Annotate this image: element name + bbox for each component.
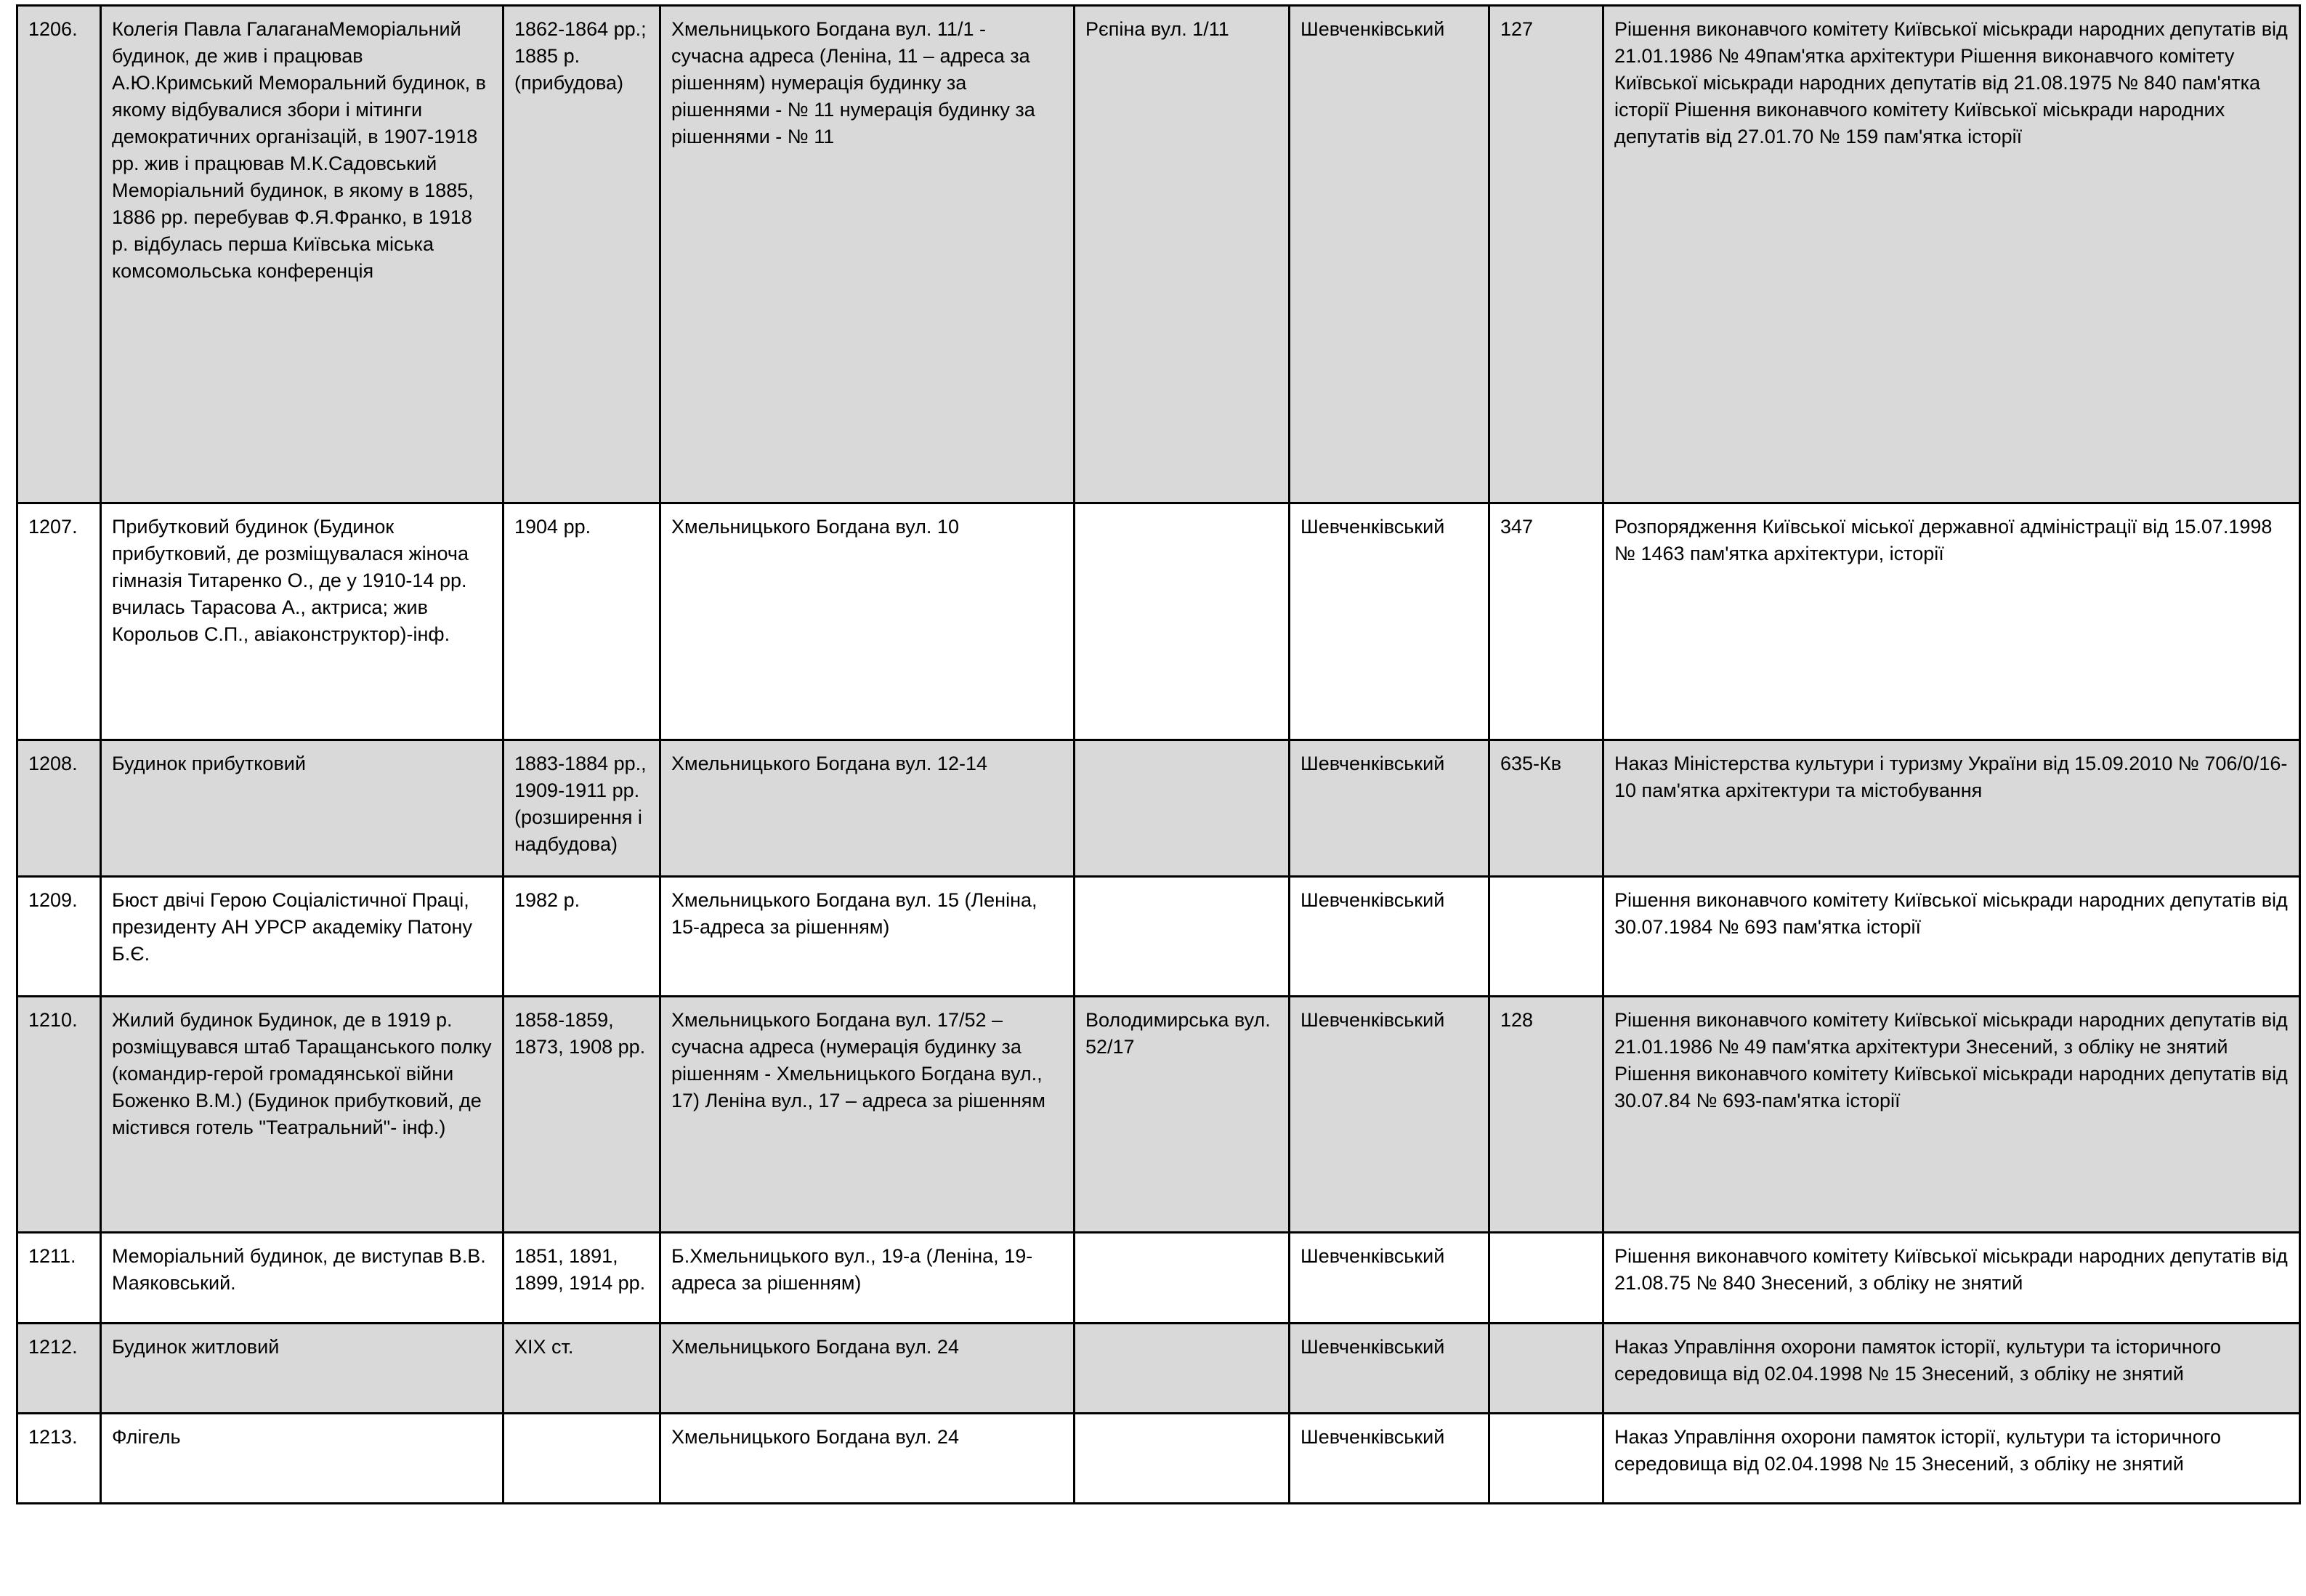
district: Шевченківський bbox=[1290, 6, 1489, 503]
dating: 1904 рр. bbox=[503, 503, 660, 740]
monument-name: Будинок прибутковий bbox=[101, 740, 503, 877]
alternate-address bbox=[1075, 1233, 1290, 1324]
dating: 1858-1859, 1873, 1908 рр. bbox=[503, 997, 660, 1233]
monument-name: Флігель bbox=[101, 1414, 503, 1504]
dating: 1883-1884 рр., 1909-1911 рр. (розширення і надбудова) bbox=[503, 740, 660, 877]
table-row bbox=[17, 877, 2300, 997]
row-number: 1212. bbox=[17, 1324, 101, 1414]
row-number: 1213. bbox=[17, 1414, 101, 1504]
table-row bbox=[17, 1233, 2300, 1324]
district: Шевченківський bbox=[1290, 1324, 1489, 1414]
alternate-address bbox=[1075, 740, 1290, 877]
legal-document: Рішення виконавчого комітету Київської міськради народних депутатів від 21.01.1986 № 49пам'ятка архітектури Рішення виконавчого комітету Київської міськради народних депутатів від 21.08.1975 № 840 пам'ятка історії Рішення виконавчого комітету Київської міськради народних депутатів від 27.01.70 № 159 пам'ятка історії bbox=[1603, 6, 2300, 503]
protection-code: 127 bbox=[1489, 6, 1603, 503]
protection-code bbox=[1489, 877, 1603, 997]
address: Хмельницького Богдана вул. 17/52 – сучасна адреса (нумерація будинку за рішенням - Хмельницького Богдана вул., 17) Леніна вул., 17 – адреса за рішенням bbox=[660, 997, 1075, 1233]
protection-code bbox=[1489, 1233, 1603, 1324]
dating: ХІХ ст. bbox=[503, 1324, 660, 1414]
district: Шевченківський bbox=[1290, 1414, 1489, 1504]
address: Хмельницького Богдана вул. 24 bbox=[660, 1324, 1075, 1414]
dating: 1851, 1891, 1899, 1914 рр. bbox=[503, 1233, 660, 1324]
table-row bbox=[17, 740, 2300, 877]
monument-name: Жилий будинок Будинок, де в 1919 р. розміщувався штаб Таращанського полку (командир-герой громадянської війни Боженко В.М.) (Будинок прибутковий, де містився готель "Театральний"- інф.) bbox=[101, 997, 503, 1233]
legal-document: Наказ Управління охорони памяток історії, культури та історичного середовища від 02.04.1998 № 15 Знесений, з обліку не знятий bbox=[1603, 1414, 2300, 1504]
protection-code bbox=[1489, 1324, 1603, 1414]
monument-name: Будинок житловий bbox=[101, 1324, 503, 1414]
row-number: 1211. bbox=[17, 1233, 101, 1324]
monument-name: Бюст двічі Герою Соціалістичної Праці, президенту АН УРСР академіку Патону Б.Є. bbox=[101, 877, 503, 997]
monument-name: Колегія Павла ГалаганаМеморіальний будинок, де жив і працював А.Ю.Кримський Меморальний будинок, в якому відбувалися збори і мітинги демократичних організацій, в 1907-1918 рр. жив і працював М.К.Садовський Меморіальний будинок, в якому в 1885, 1886 рр. перебував Ф.Я.Франко, в 1918 р. відбулась перша Київська міська комсомольська конференція bbox=[101, 6, 503, 503]
dating: 1982 р. bbox=[503, 877, 660, 997]
row-number: 1208. bbox=[17, 740, 101, 877]
dating: 1862-1864 рр.; 1885 р. (прибудова) bbox=[503, 6, 660, 503]
table-row bbox=[17, 1414, 2300, 1504]
dating bbox=[503, 1414, 660, 1504]
table-row bbox=[17, 6, 2300, 503]
address: Хмельницького Богдана вул. 11/1 - сучасна адреса (Леніна, 11 – адреса за рішенням) нумерація будинку за рішеннями - № 11 нумерація будинку за рішеннями - № 11 bbox=[660, 6, 1075, 503]
legal-document: Наказ Управління охорони памяток історії, культури та історичного середовища від 02.04.1998 № 15 Знесений, з обліку не знятий bbox=[1603, 1324, 2300, 1414]
district: Шевченківський bbox=[1290, 503, 1489, 740]
district: Шевченківський bbox=[1290, 740, 1489, 877]
address: Хмельницького Богдана вул. 24 bbox=[660, 1414, 1075, 1504]
district: Шевченківський bbox=[1290, 1233, 1489, 1324]
address: Хмельницького Богдана вул. 15 (Леніна, 15-адреса за рішенням) bbox=[660, 877, 1075, 997]
table-row bbox=[17, 503, 2300, 740]
district: Шевченківський bbox=[1290, 877, 1489, 997]
alternate-address bbox=[1075, 503, 1290, 740]
address: Хмельницького Богдана вул. 10 bbox=[660, 503, 1075, 740]
row-number: 1210. bbox=[17, 997, 101, 1233]
alternate-address bbox=[1075, 1324, 1290, 1414]
row-number: 1209. bbox=[17, 877, 101, 997]
alternate-address: Рєпіна вул. 1/11 bbox=[1075, 6, 1290, 503]
row-number: 1206. bbox=[17, 6, 101, 503]
alternate-address bbox=[1075, 877, 1290, 997]
alternate-address: Володимирська вул. 52/17 bbox=[1075, 997, 1290, 1233]
address: Хмельницького Богдана вул. 12-14 bbox=[660, 740, 1075, 877]
legal-document: Наказ Міністерства культури і туризму України від 15.09.2010 № 706/0/16-10 пам'ятка архітектури та містобування bbox=[1603, 740, 2300, 877]
monument-name: Меморіальний будинок, де виступав В.В. Маяковський. bbox=[101, 1233, 503, 1324]
district: Шевченківський bbox=[1290, 997, 1489, 1233]
legal-document: Рішення виконавчого комітету Київської міськради народних депутатів від 21.08.75 № 840 Знесений, з обліку не знятий bbox=[1603, 1233, 2300, 1324]
alternate-address bbox=[1075, 1414, 1290, 1504]
protection-code: 635-Кв bbox=[1489, 740, 1603, 877]
protection-code: 128 bbox=[1489, 997, 1603, 1233]
legal-document: Рішення виконавчого комітету Київської міськради народних депутатів від 30.07.1984 № 693 пам'ятка історії bbox=[1603, 877, 2300, 997]
protection-code bbox=[1489, 1414, 1603, 1504]
legal-document: Розпорядження Київської міської державної адміністрації від 15.07.1998 № 1463 пам'ятка архітектури, історії bbox=[1603, 503, 2300, 740]
protection-code: 347 bbox=[1489, 503, 1603, 740]
table-row bbox=[17, 997, 2300, 1233]
legal-document: Рішення виконавчого комітету Київської міськради народних депутатів від 21.01.1986 № 49 пам'ятка архітектури Знесений, з обліку не знятий Рішення виконавчого комітету Київської міськради народних депутатів від 30.07.84 № 693-пам'ятка історії bbox=[1603, 997, 2300, 1233]
table-row bbox=[17, 1324, 2300, 1414]
address: Б.Хмельницького вул., 19-а (Леніна, 19-адреса за рішенням) bbox=[660, 1233, 1075, 1324]
monuments-table bbox=[16, 4, 2301, 1504]
monument-name: Прибутковий будинок (Будинок прибутковий, де розміщувалася жіноча гімназія Титаренко О., де у 1910-14 рр. вчилась Тарасова А., актриса; жив Корольов С.П., авіаконструктор)-інф. bbox=[101, 503, 503, 740]
row-number: 1207. bbox=[17, 503, 101, 740]
